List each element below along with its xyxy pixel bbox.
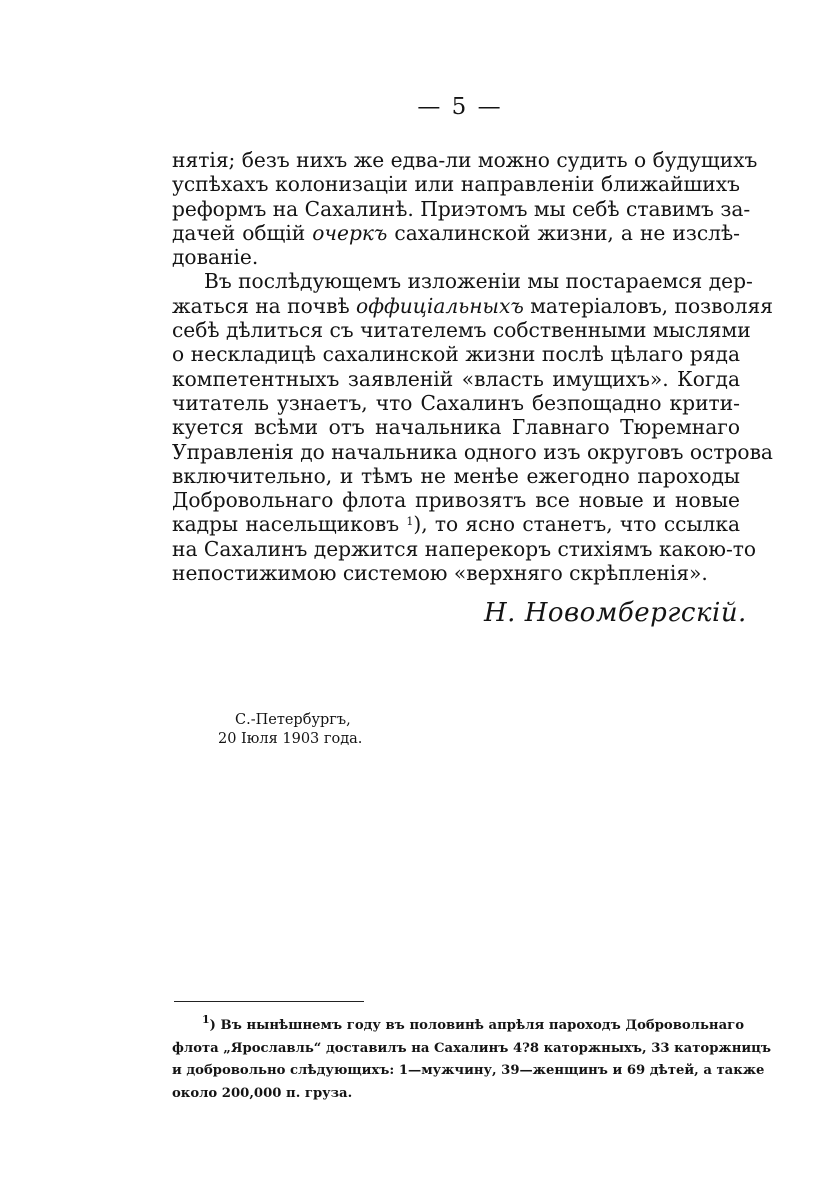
text-line: дованіе. xyxy=(172,245,259,270)
text-line: куется всѣми отъ начальника Главнаго Тюремнаго xyxy=(172,415,740,440)
footnote-line: около 200,000 п. груза. xyxy=(172,1085,353,1101)
footnote-marker: 1 xyxy=(202,1013,210,1026)
footnote-ref[interactable]: 1 xyxy=(406,515,414,529)
text-line: Въ послѣдующемъ изложеніи мы постараемся дер- xyxy=(204,269,753,294)
text-line: включительно, и тѣмъ не менѣе ежегодно пароходы xyxy=(172,463,740,488)
text-line xyxy=(172,221,740,245)
text-line: реформъ на Сахалинѣ. Приэтомъ мы себѣ ставимъ за- xyxy=(172,196,751,221)
text-fragment: матеріаловъ, позволяя xyxy=(523,293,773,318)
text-fragment: дачей общій xyxy=(172,220,313,245)
text-fragment: ) Въ нынѣшнемъ году въ половинѣ апрѣля пароходъ Добровольнаго xyxy=(209,1018,744,1033)
footnote-line: и добровольно слѣдующихъ: 1—мужчину, 39—женщинъ и 69 дѣтей, а также xyxy=(172,1063,765,1078)
text-fragment: сахалинской жизни, а не изслѣ- xyxy=(387,220,740,245)
text-line xyxy=(172,293,773,318)
text-fragment: кадры насельщиковъ xyxy=(172,512,407,537)
footnote xyxy=(172,1013,772,1105)
date-line: 20 Іюля 1903 года. xyxy=(218,731,363,747)
text-fragment: жаться на почвѣ xyxy=(172,293,357,318)
footnote-divider xyxy=(174,1001,364,1002)
italic-term: очеркъ xyxy=(312,220,388,245)
text-fragment: ), то ясно станетъ, что ссылка xyxy=(413,512,740,537)
text-line: Добровольнаго флота привозятъ все новые и новые xyxy=(172,488,740,513)
page-number: — 5 — xyxy=(417,94,503,120)
text-line: себѣ дѣлиться съ читателемъ собственными мыслями xyxy=(172,318,751,343)
text-line: на Сахалинъ держится наперекоръ стихіямъ какою-то xyxy=(172,536,757,561)
text-line: Управленія до начальника одного изъ округовъ острова xyxy=(172,439,773,464)
text-line: читатель узнаетъ, что Сахалинъ безпощадно крити- xyxy=(172,390,740,415)
italic-term: оффиціальныхъ xyxy=(356,293,524,318)
text-line: успѣхахъ колонизаціи или направленіи ближайшихъ xyxy=(172,172,740,197)
place-line: С.-Петербургъ, xyxy=(235,712,351,728)
footnote-line: флота „Ярославль“ доставилъ на Сахалинъ 4?8 каторжныхъ, 33 каторжницъ xyxy=(172,1040,772,1056)
footnote-line xyxy=(172,1015,744,1038)
main-text xyxy=(172,148,773,586)
author-signature: Н. Новомбергскій. xyxy=(484,598,747,628)
text-line: о нескладицѣ сахалинской жизни послѣ цѣлаго ряда xyxy=(172,342,740,367)
text-line: нятія; безъ нихъ же едва-ли можно судить о будущихъ xyxy=(172,148,758,172)
text-line xyxy=(172,512,740,536)
text-line: непостижимою системою «верхняго скрѣпленія». xyxy=(172,561,708,586)
text-line: компетентныхъ заявленій «власть имущихъ». Когда xyxy=(172,366,740,391)
